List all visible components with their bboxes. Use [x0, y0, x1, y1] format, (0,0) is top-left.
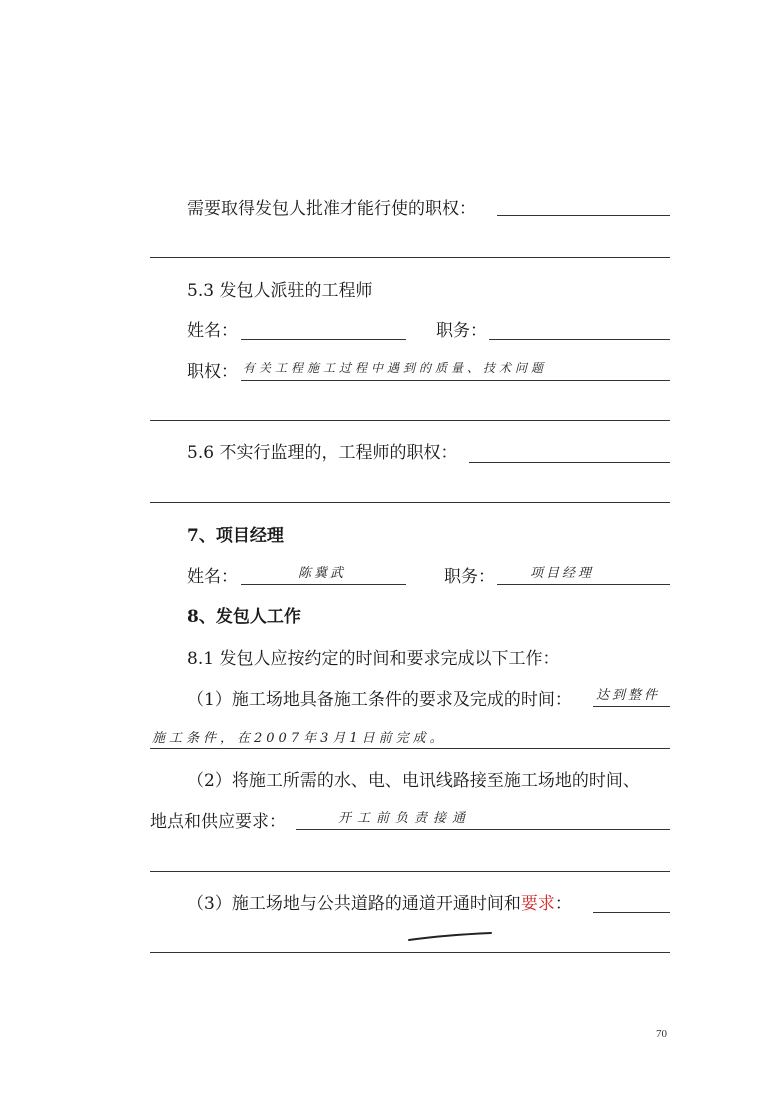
engineer-authority-label: 职权： [187, 362, 238, 382]
engineer-duty-blank[interactable] [489, 339, 670, 340]
item-1-blank[interactable] [593, 706, 670, 707]
item-3-text [187, 896, 572, 913]
item-3-blank[interactable] [593, 912, 670, 913]
item-1-blank-continued[interactable] [150, 748, 670, 749]
engineer-authority-blank-continued[interactable] [150, 420, 670, 421]
engineer-name-blank[interactable] [241, 339, 406, 340]
item-1-text: （1）施工场地具备施工条件的要求及完成的时间： [187, 690, 572, 710]
approval-authority-blank[interactable] [497, 215, 670, 216]
page-number: 70 [656, 1028, 667, 1040]
section-8-heading: 8、发包人工作 [187, 607, 301, 627]
item-1-handwriting-part1: 达到整件 [596, 688, 661, 703]
pm-name-label: 姓名： [187, 567, 238, 587]
section-8-1-heading: 8.1 发包人应按约定的时间和要求完成以下工作： [187, 649, 560, 669]
approval-authority-label: 需要取得发包人批准才能行使的职权： [187, 199, 476, 219]
section-5-3-heading: 5.3 发包人派驻的工程师 [187, 281, 373, 301]
item-2-text-line1: （2）将施工所需的水、电、电讯线路接至施工场地的时间、 [187, 771, 640, 791]
pm-name-blank[interactable] [241, 584, 406, 585]
section-5-6-heading: 5.6 不实行监理的，工程师的职权： [187, 443, 458, 463]
item-2-blank-continued[interactable] [150, 871, 670, 872]
no-supervision-authority-blank-continued[interactable] [150, 502, 670, 503]
pm-duty-blank[interactable] [497, 584, 670, 585]
item-3-highlighted-requirement: 要求 [520, 894, 555, 914]
item-3-text-prefix: （3）施工场地与公共道路的通道开通时间和 [187, 894, 521, 914]
section-7-heading: 7、项目经理 [187, 526, 284, 546]
item-2-text-line2: 地点和供应要求： [150, 812, 286, 832]
item-2-blank[interactable] [296, 829, 670, 830]
item-1-handwriting-part2: 施工条件，在2007年3月1日前完成。 [152, 731, 447, 746]
pen-stroke-mark [405, 930, 495, 944]
engineer-name-label: 姓名： [187, 321, 238, 341]
engineer-duty-label: 职务： [436, 321, 487, 341]
approval-authority-blank-continued[interactable] [150, 257, 670, 258]
engineer-authority-blank[interactable] [241, 380, 670, 381]
pm-name-handwriting: 陈冀武 [298, 566, 347, 581]
item-3-colon: ： [554, 894, 572, 914]
item-2-handwriting: 开工前负责接通 [338, 811, 472, 826]
engineer-authority-handwriting: 有关工程施工过程中遇到的质量、技术问题 [243, 361, 548, 375]
item-3-blank-continued[interactable] [150, 952, 670, 953]
no-supervision-authority-blank[interactable] [469, 462, 670, 463]
pm-duty-handwriting: 项目经理 [530, 566, 595, 581]
pm-duty-label: 职务： [444, 567, 495, 587]
